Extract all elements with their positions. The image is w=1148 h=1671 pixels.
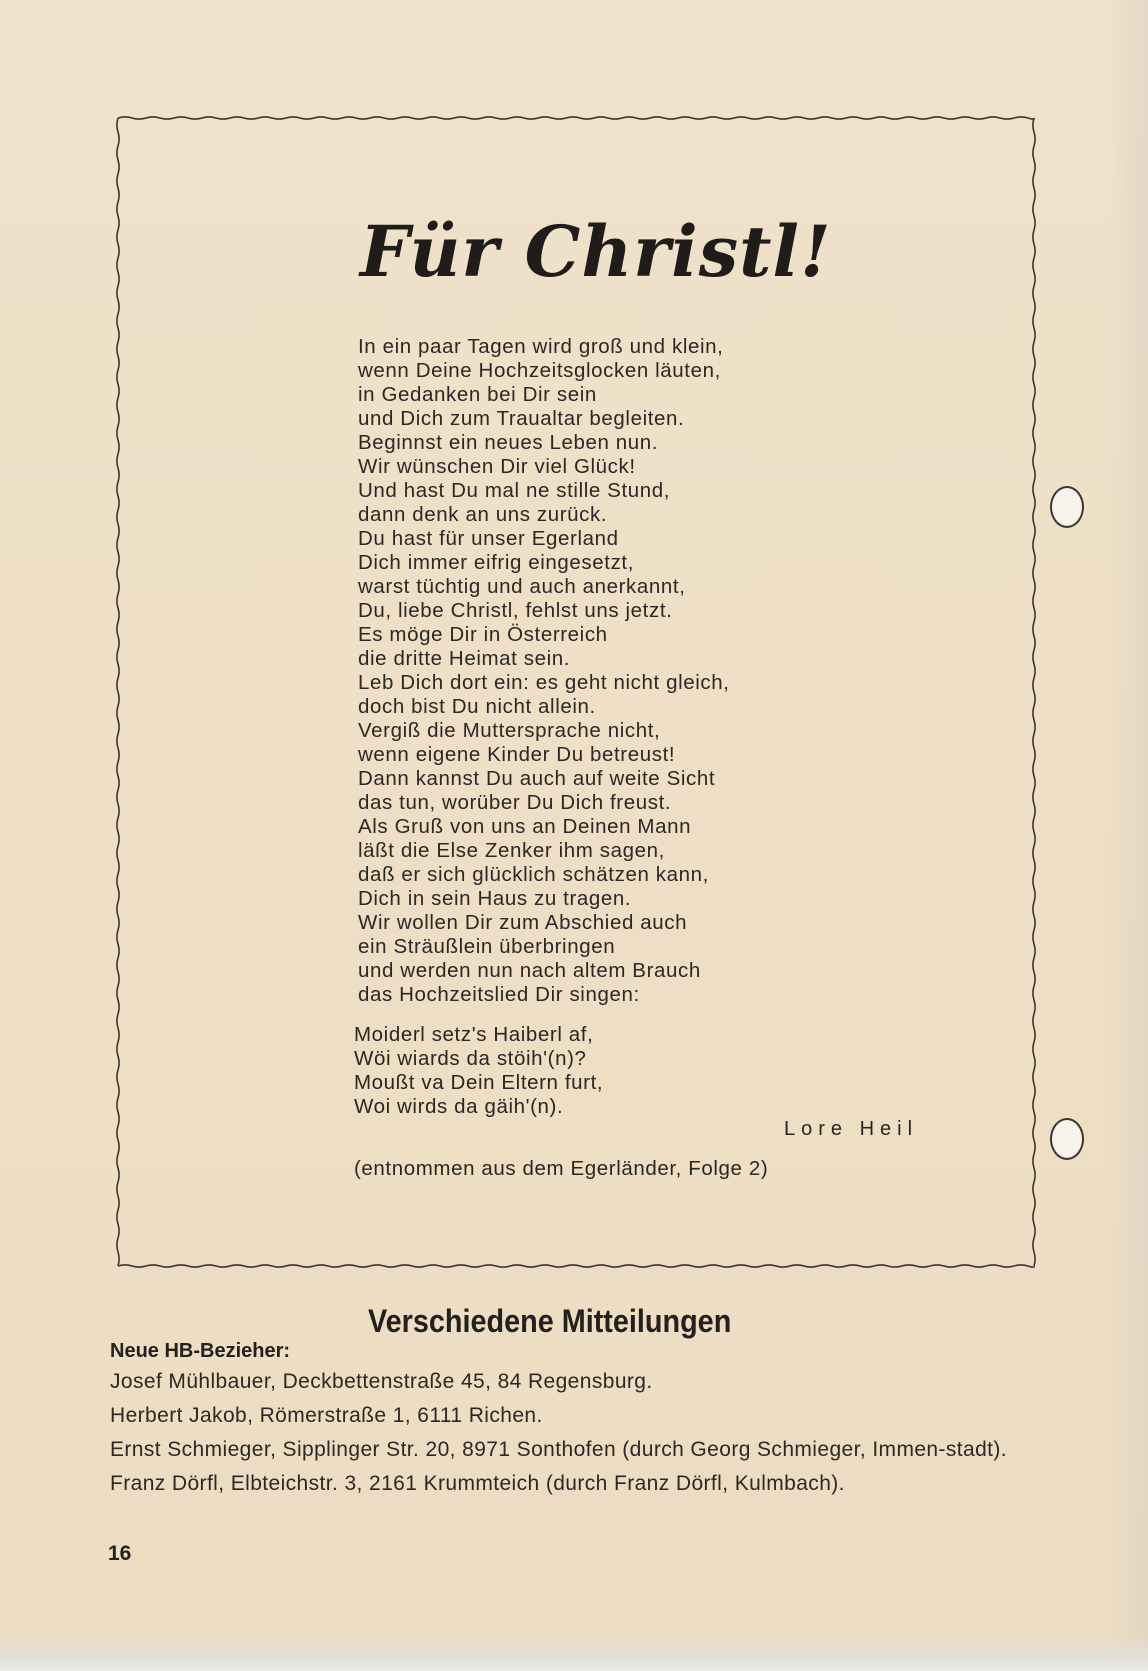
frame-border-right [1033, 118, 1035, 1266]
poem-line: das tun, worüber Du Dich freust. [358, 791, 672, 814]
poem-line: Dann kannst Du auch auf weite Sicht [358, 767, 716, 790]
poem-line: in Gedanken bei Dir sein [358, 383, 597, 406]
poem-line: Leb Dich dort ein: es geht nicht gleich, [358, 671, 730, 694]
dialect-line: Moiderl setz's Haiberl af, [354, 1023, 594, 1046]
poem-source: (entnommen aus dem Egerländer, Folge 2) [354, 1157, 769, 1180]
poem-line: Beginnst ein neues Leben nun. [358, 431, 659, 454]
poem-line: ein Sträußlein überbringen [358, 935, 616, 958]
poem-line: Wir wünschen Dir viel Glück! [358, 455, 636, 478]
section-title: Verschiedene Mitteilungen [368, 1303, 732, 1339]
frame-border-left [117, 118, 119, 1266]
poem-line: läßt die Else Zenker ihm sagen, [358, 839, 665, 862]
poem-line: und Dich zum Traualtar begleiten. [358, 407, 685, 430]
poem-title: Für Christl! [360, 210, 832, 293]
poem-line: Es möge Dir in Österreich [358, 623, 608, 646]
notices-list [110, 1372, 1040, 1508]
poem-line: Du, liebe Christl, fehlst uns jetzt. [358, 599, 673, 622]
poem-line: warst tüchtig und auch anerkannt, [358, 575, 686, 598]
poem-line: wenn eigene Kinder Du betreust! [358, 743, 676, 766]
poem-line: das Hochzeitslied Dir singen: [358, 983, 640, 1006]
dialect-line: Woi wirds da gäih'(n). [354, 1095, 564, 1118]
poem-line: In ein paar Tagen wird groß und klein, [358, 335, 724, 358]
poem-line: und werden nun nach altem Brauch [358, 959, 701, 982]
notice-entry: Ernst Schmieger, Sipplinger Str. 20, 8971 Sonthofen (durch Georg Schmieger, Immen-stadt). [110, 1438, 1008, 1461]
page-bottom-edge [0, 1635, 1148, 1671]
poem-line: daß er sich glücklich schätzen kann, [358, 863, 709, 886]
poem-line: doch bist Du nicht allein. [358, 695, 596, 718]
poem-line: Du hast für unser Egerland [358, 527, 619, 550]
poem-line: Als Gruß von uns an Deinen Mann [358, 815, 692, 838]
poem-line: Wir wollen Dir zum Abschied auch [358, 911, 688, 934]
page-edge-shading [1108, 0, 1148, 1671]
dialect-line: Moußt va Dein Eltern furt, [354, 1071, 604, 1094]
punch-hole-bottom [1050, 1118, 1084, 1160]
poem-line: wenn Deine Hochzeitsglocken läuten, [358, 359, 721, 382]
notice-entry: Herbert Jakob, Römerstraße 1, 6111 Richen. [110, 1404, 543, 1427]
frame-border-bottom [118, 1265, 1034, 1267]
poem-line: die dritte Heimat sein. [358, 647, 571, 670]
poem-line: Dich immer eifrig eingesetzt, [358, 551, 635, 574]
notice-entry: Franz Dörfl, Elbteichstr. 3, 2161 Krummteich (durch Franz Dörfl, Kulmbach). [110, 1472, 845, 1495]
poem-dialect-verse [354, 1023, 603, 1119]
poem-author: Lore Heil [784, 1118, 919, 1140]
poem-body [358, 335, 730, 1007]
frame-border-top [118, 117, 1034, 119]
punch-hole-top [1050, 486, 1084, 528]
notices-subhead: Neue HB-Bezieher: [110, 1340, 291, 1362]
poem-line: dann denk an uns zurück. [358, 503, 608, 526]
poem-line: Und hast Du mal ne stille Stund, [358, 479, 671, 502]
poem-line: Dich in sein Haus zu tragen. [358, 887, 632, 910]
page-number: 16 [108, 1542, 132, 1565]
poem-line: Vergiß die Muttersprache nicht, [358, 719, 661, 742]
dialect-line: Wöi wiards da stöih'(n)? [354, 1047, 587, 1070]
notice-entry: Josef Mühlbauer, Deckbettenstraße 45, 84 Regensburg. [110, 1370, 653, 1393]
